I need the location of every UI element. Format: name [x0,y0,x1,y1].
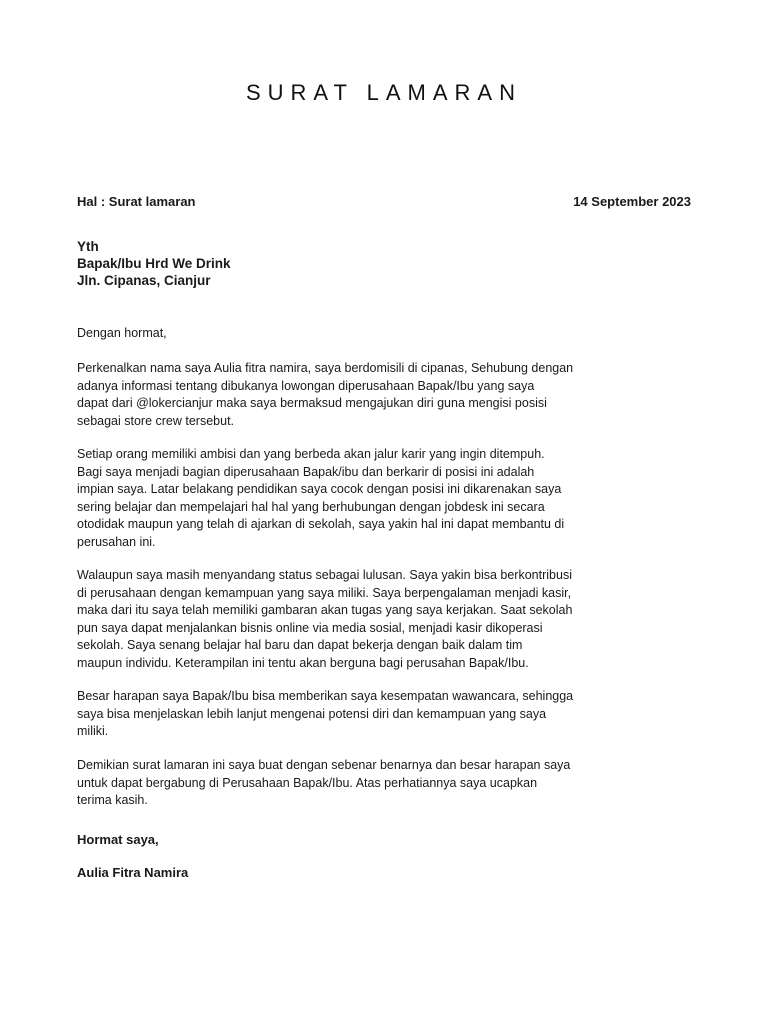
recipient-salutation: Yth [77,239,99,254]
paragraph-line: saya bisa menjelaskan lebih lanjut mengenai potensi diri dan kemampuan yang saya [77,706,547,721]
paragraph-line: Walaupun saya masih menyandang status sebagai lulusan. Saya yakin bisa berkontribusi [77,568,572,582]
letter-date: 14 September 2023 [573,194,691,209]
greeting: Dengan hormat, [77,326,167,340]
paragraph-3 [77,567,697,672]
paragraph-line: impian saya. Latar belakang pendidikan saya cocok dengan posisi ini dikarenakan saya [77,482,562,496]
paragraph-line: dapat dari @lokercianjur maka saya bermaksud mengajukan diri guna mengisi posisi [77,396,547,410]
recipient-block [77,238,231,289]
paragraph-line: pun saya dapat menjalankan bisnis online via media sosial, menjadi kasir dikoperasi [77,620,543,635]
paragraph-line: untuk dapat bergabung di Perusahaan Bapak/Ibu. Atas perhatiannya saya ucapkan [77,775,538,790]
letter-title: SURAT LAMARAN [245,80,522,105]
subject-line: Hal : Surat lamaran [77,194,196,209]
paragraph-2 [77,446,697,551]
paragraph-line: otodidak maupun yang telah di ajarkan di sekolah, saya yakin hal ini dapat membantu di [77,517,565,531]
paragraph-1 [77,360,697,430]
paragraph-line: sebagai store crew tersebut. [77,413,235,428]
paragraph-line: terima kasih. [77,793,148,807]
paragraph-line: Setiap orang memiliki ambisi dan yang berbeda akan jalur karir yang ingin ditempuh. [77,447,545,461]
letter-meta-row [77,194,691,209]
paragraph-line: maupun individu. Keterampilan ini tentu akan berguna bagi perusahan Bapak/Ibu. [77,655,529,670]
paragraph-line: Perkenalkan nama saya Aulia fitra namira, saya berdomisili di cipanas, Sehubung dengan [77,361,574,375]
paragraph-line: adanya informasi tentang dibukanya lowongan diperusahaan Bapak/Ibu yang saya [77,378,535,393]
paragraph-line: sering belajar dan mempelajari hal hal yang berhubungan dengan jobdesk ini secara [77,499,545,514]
recipient-address: Jln. Cipanas, Cianjur [77,273,211,288]
paragraph-line: Bagi saya menjadi bagian diperusahaan Bapak/ibu dan berkarir di posisi ini adalah [77,464,535,479]
paragraph-line: Besar harapan saya Bapak/Ibu bisa memberikan saya kesempatan wawancara, sehingga [77,689,574,703]
paragraph-line: miliki. [77,724,109,738]
closing-line: Hormat saya, [77,832,159,847]
paragraph-line: perusahan ini. [77,534,156,549]
signer-name: Aulia Fitra Namira [77,865,189,880]
paragraph-line: di perusahaan dengan kemampuan yang saya miliki. Saya berpengalaman menjadi kasir, [77,585,572,600]
recipient-name: Bapak/Ibu Hrd We Drink [77,256,231,271]
paragraph-line: Demikian surat lamaran ini saya buat dengan sebenar benarnya dan besar harapan saya [77,758,571,772]
paragraph-5 [77,757,697,810]
paragraph-4 [77,688,697,741]
paragraph-line: sekolah. Saya senang belajar hal baru dan dapat bekerja dengan baik dalam tim [77,638,523,652]
paragraph-line: maka dari itu saya telah memiliki gambaran akan tugas yang saya kerjakan. Saat sekolah [77,603,573,617]
